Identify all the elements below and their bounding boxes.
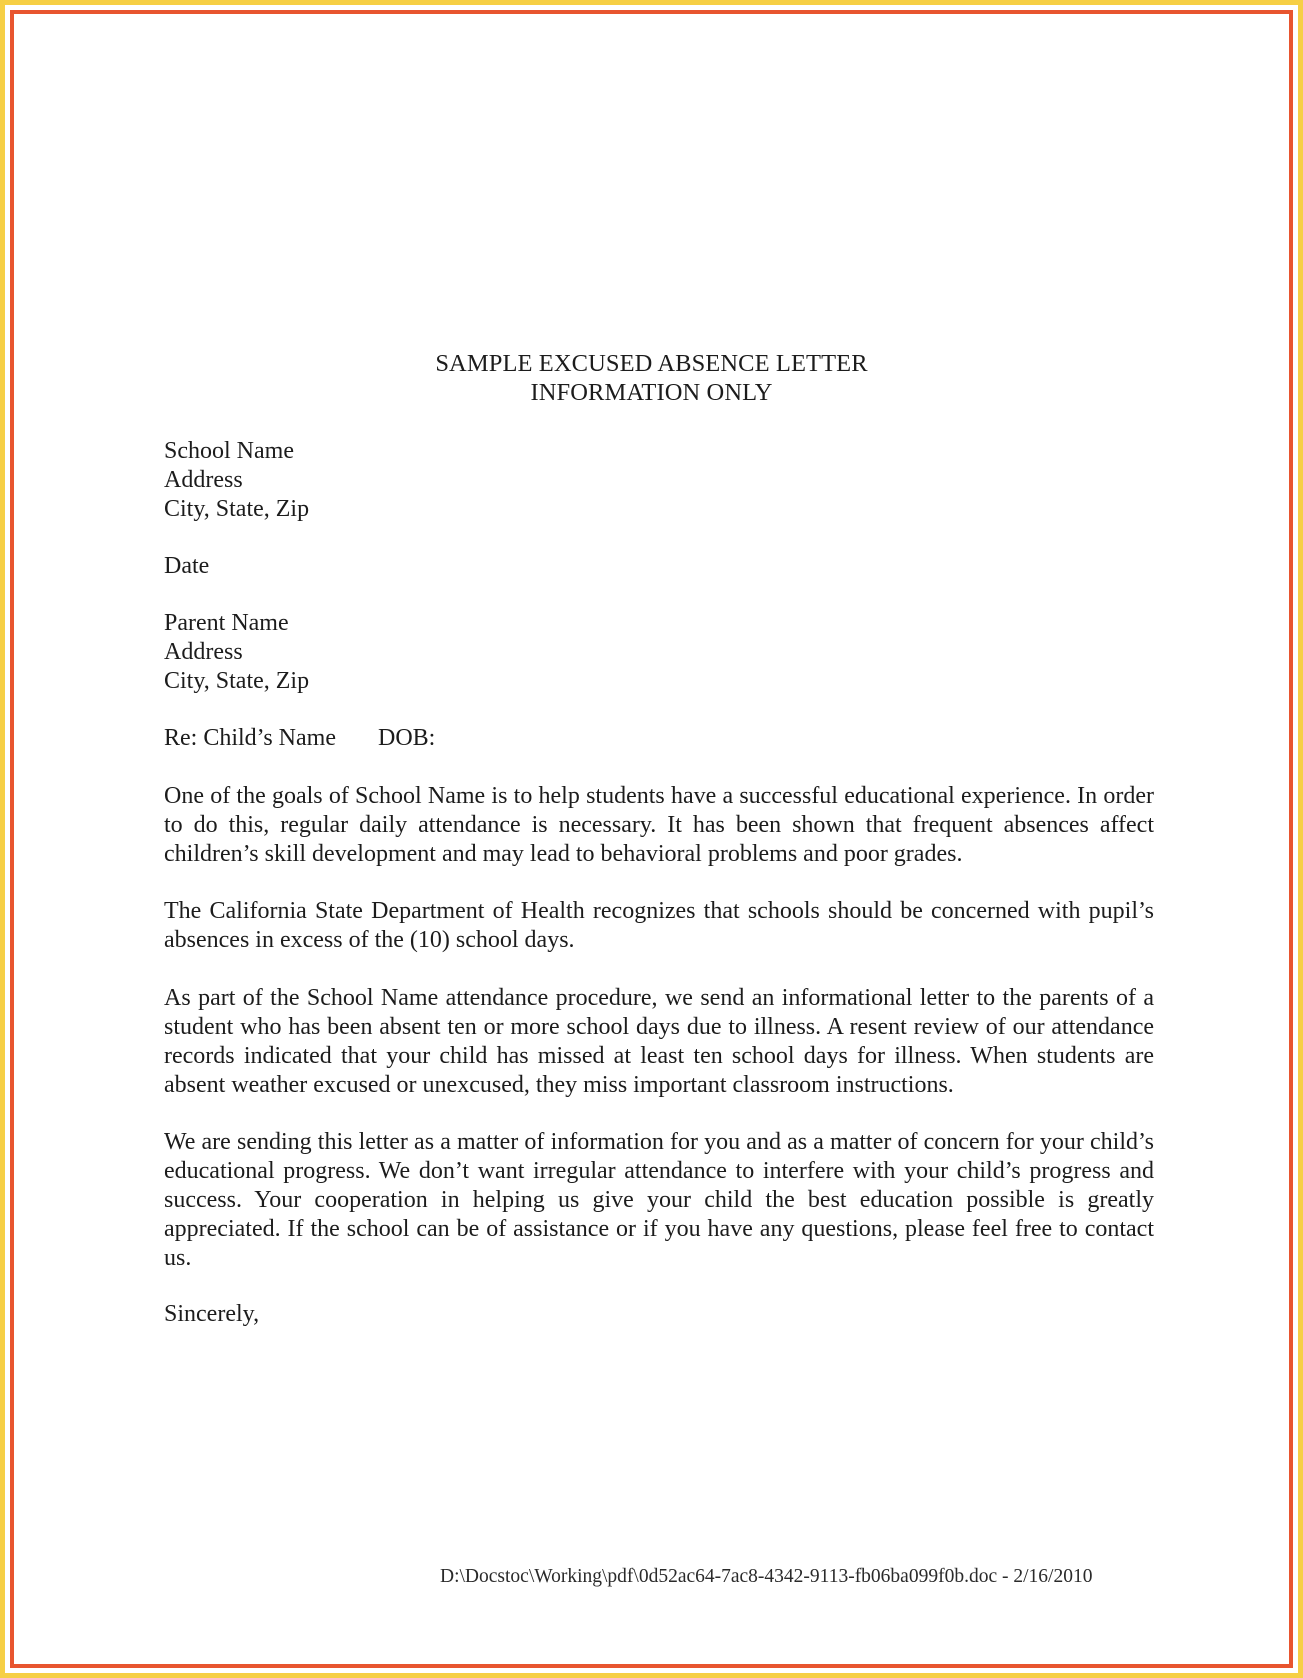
title-line-1: SAMPLE EXCUSED ABSENCE LETTER — [435, 350, 868, 377]
school-name: School Name — [164, 438, 294, 464]
letter-title — [0, 349, 1303, 407]
re-child-name: Re: Child’s Name — [164, 725, 336, 751]
paragraph-text: As part of the School Name attendance procedure, we send an informational letter to the parents of a student who has been absent ten or more school days due to illness. A resent review of our attendance records indicated that your child has missed at least ten school days for illness. When students are absent weather excused or unexcused, they miss important classroom instructions. — [164, 985, 1154, 1098]
parent-city-state-zip: City, State, Zip — [164, 668, 310, 694]
paragraph-2 — [164, 897, 1154, 955]
closing-text: Sincerely, — [164, 1301, 260, 1327]
letter-date: Date — [164, 553, 210, 579]
footer-file-path: D:\Docstoc\Working\pdf\0d52ac64-7ac8-4342-9113-fb06ba099f0b.doc - 2/16/2010 — [440, 1566, 1093, 1587]
re-dob: DOB: — [377, 725, 436, 751]
parent-address-block — [164, 609, 1154, 696]
paragraph-1 — [164, 782, 1154, 869]
paragraph-4 — [164, 1128, 1154, 1273]
school-city-state-zip: City, State, Zip — [164, 496, 310, 522]
paragraph-text: We are sending this letter as a matter of information for you and as a matter of concern for your child’s educational progress. We don’t want irregular attendance to interfere with your child’s progress and success. Your cooperation in helping us give your child the best education possible is greatly appreciated. If the school can be of assistance or if you have any questions, please feel free to contact us. — [164, 1129, 1154, 1271]
paragraph-3 — [164, 984, 1154, 1100]
closing — [164, 1300, 1154, 1329]
parent-name: Parent Name — [164, 610, 289, 636]
parent-address: Address — [164, 639, 243, 665]
school-address: Address — [164, 467, 243, 493]
paragraph-text: The California State Department of Health recognizes that schools should be concerned with pupil’s absences in excess of the (10) school days. — [164, 898, 1154, 953]
date-block — [164, 552, 1154, 581]
re-line — [164, 724, 1154, 753]
paragraph-text: One of the goals of School Name is to help students have a successful educational experience. In order to do this, regular daily attendance is necessary. It has been shown that frequent absences affect children’s skill development and may lead to behavioral problems and poor grades. — [164, 783, 1154, 867]
school-address-block — [164, 437, 1154, 524]
title-line-2: INFORMATION ONLY — [530, 379, 773, 406]
